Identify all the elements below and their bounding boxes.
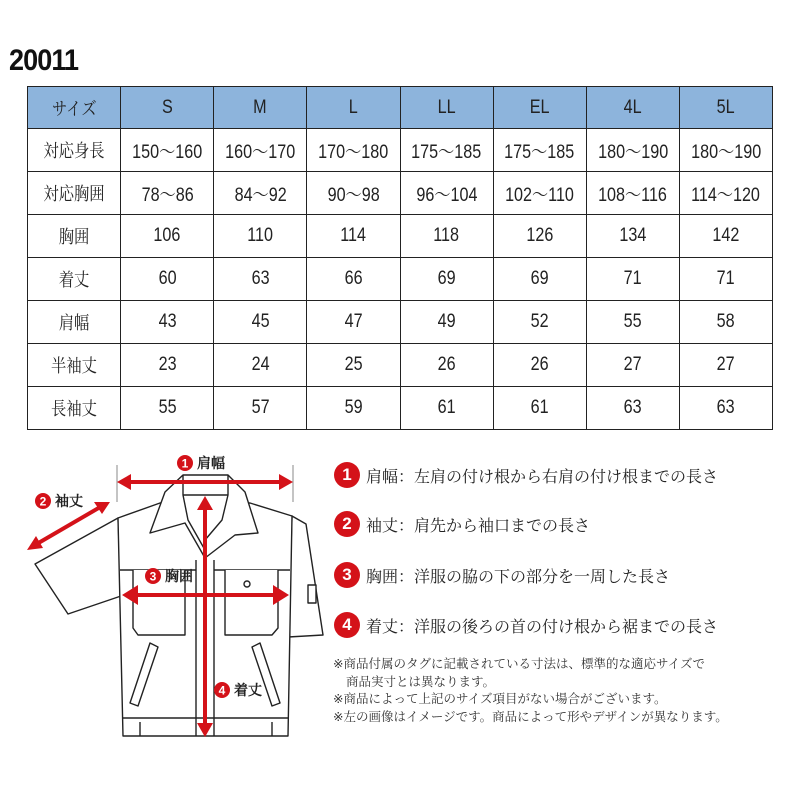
notes [333,655,728,725]
table-cell [307,387,400,430]
table-cell [586,172,679,215]
cell-value: 対応身長 [43,141,105,162]
header-cell [214,87,307,129]
table-cell [679,172,772,215]
cell-value: 106 [153,225,181,246]
header-label: M [253,96,268,118]
cell-value: 55 [623,311,642,332]
header-cell [400,87,493,129]
table-cell [400,215,493,258]
cell-value: 69 [530,268,549,289]
label-text: 袖丈 [55,494,83,510]
table-cell [586,344,679,387]
label-length [214,682,262,699]
row-header-cell [28,301,121,344]
row-header-cell [28,387,121,430]
row-header-cell [28,344,121,387]
table-cell [121,172,214,215]
table-header-row [28,87,773,129]
table-row [28,387,773,430]
header-cell [493,87,586,129]
table-cell [586,258,679,301]
label-text: 着丈 [234,683,262,699]
cell-value: 71 [716,268,735,289]
table-cell [214,344,307,387]
cell-value: 57 [251,397,270,418]
cell-value: 102〜110 [505,184,575,206]
pen-pocket [308,585,316,603]
legend-item-sleeve [334,511,590,537]
table-cell [214,258,307,301]
table-cell [307,215,400,258]
table-cell [400,129,493,172]
cell-value: 96〜104 [416,184,478,206]
header-cell [121,87,214,129]
cell-value: 150〜160 [132,141,203,163]
cell-value: 114〜120 [691,184,761,206]
jacket-outline [35,475,323,736]
cell-value: 26 [530,354,549,375]
cell-value: 61 [530,397,549,418]
table-cell [121,258,214,301]
table-cell [493,172,586,215]
label-text: 肩幅 [197,456,225,472]
label-chest [145,568,193,585]
cell-value: 胸囲 [58,227,90,248]
table-cell [493,258,586,301]
table-cell [679,129,772,172]
header-cell [307,87,400,129]
cell-value: 63 [716,397,735,418]
badge-number: 4 [218,683,226,698]
cell-value: 63 [623,397,642,418]
legend-item-shoulder [334,462,718,488]
cell-value: 69 [437,268,456,289]
cell-value: 対応胸囲 [43,184,105,205]
table-cell [493,215,586,258]
cell-value: 47 [344,311,363,332]
cell-value: 59 [344,397,363,418]
cell-value: 142 [712,225,740,246]
button [244,581,250,587]
badge-number: 3 [149,569,157,584]
header-label: EL [529,96,550,118]
table-cell [307,172,400,215]
cell-value: 90〜98 [327,184,380,206]
row-header-cell [28,215,121,258]
table-cell [679,215,772,258]
table-cell [679,301,772,344]
legend-text: 着丈：洋服の後ろの首の付け根から裾までの長さ [366,616,719,636]
cell-value: 肩幅 [58,313,90,334]
cell-value: 半袖丈 [51,356,98,377]
row-header-cell [28,129,121,172]
cell-value: 110 [247,225,274,246]
right-pocket [225,570,278,635]
cell-value: 71 [623,268,642,289]
table-cell [307,129,400,172]
badge-number: 1 [181,456,189,471]
cell-value: 180〜190 [690,141,761,163]
table-cell [400,387,493,430]
table-cell [400,344,493,387]
table-cell [121,301,214,344]
cell-value: 25 [344,354,363,375]
cell-value: 175〜185 [504,141,575,163]
cell-value: 23 [158,354,177,375]
cell-value: 43 [158,311,177,332]
cell-value: 114 [340,225,367,246]
header-cell [679,87,772,129]
table-row [28,215,773,258]
cell-value: 長袖丈 [51,399,98,420]
table-cell [307,344,400,387]
number-badge: 1 [334,462,360,488]
right-sleeve [288,516,323,637]
table-cell [400,301,493,344]
cell-value: 118 [433,225,460,246]
cell-value: 84〜92 [234,184,287,206]
cell-value: 134 [619,225,647,246]
table-row [28,172,773,215]
cell-value: 63 [251,268,270,289]
table-cell [586,301,679,344]
table-cell [679,258,772,301]
note-line: ※商品によって上記のサイズ項目がない場合がございます。 [333,691,667,706]
table-cell [214,129,307,172]
table-cell [679,387,772,430]
table-cell [307,301,400,344]
cell-value: 24 [251,354,270,375]
cell-value: 55 [158,397,177,418]
cell-value: 61 [437,397,456,418]
table-cell [121,215,214,258]
cell-value: 27 [623,354,642,375]
legend-text: 袖丈：肩先から袖口までの長さ [366,515,591,535]
table-cell [214,172,307,215]
legend-text: 肩幅：左肩の付け根から右肩の付け根までの長さ [366,466,719,486]
cell-value: 45 [251,311,270,332]
header-cell [28,87,121,129]
header-label: 4L [623,96,642,118]
number-badge: 2 [334,511,360,537]
table-cell [121,129,214,172]
header-label: S [161,96,173,118]
table-cell [493,301,586,344]
header-label: 5L [716,96,735,118]
label-shoulder [177,455,225,472]
cell-value: 60 [158,268,177,289]
table-cell [214,387,307,430]
table-cell [493,344,586,387]
cell-value: 52 [530,311,549,332]
table-cell [679,344,772,387]
table-cell [586,215,679,258]
table-cell [307,258,400,301]
cell-value: 49 [437,311,456,332]
cell-value: 27 [716,354,735,375]
table-cell [400,258,493,301]
note-line: 商品実寸とは異なります。 [346,673,496,689]
note-line: ※商品付属のタグに記載されている寸法は、標準的な適応サイズで [333,656,705,671]
table-cell [400,172,493,215]
cell-value: 126 [526,225,554,246]
badge-number: 2 [39,494,47,509]
legend-item-chest [334,562,670,588]
table-cell [493,129,586,172]
table-row [28,301,773,344]
cell-value: 175〜185 [411,141,482,163]
cell-value: 着丈 [58,270,90,291]
label-text: 胸囲 [165,569,193,585]
row-header-cell [28,172,121,215]
header-label: LL [437,96,456,118]
table-row [28,129,773,172]
table-cell [493,387,586,430]
cell-value: 160〜170 [225,141,296,163]
product-number: 20011 [9,44,79,77]
left-sleeve [35,518,121,614]
table-row [28,344,773,387]
table-cell [214,301,307,344]
jacket-diagram [0,440,330,780]
cell-value: 58 [716,311,735,332]
table-cell [586,387,679,430]
table-cell [586,129,679,172]
cell-value: 26 [437,354,456,375]
cell-value: 180〜190 [597,141,668,163]
legend-text: 胸囲：洋服の脇の下の部分を一周した長さ [366,566,671,586]
header-label: L [348,96,358,118]
cell-value: 78〜86 [141,184,194,206]
header-cell [586,87,679,129]
number-badge: 3 [334,562,360,588]
legend-item-length [334,612,718,638]
table-row [28,258,773,301]
table-cell [121,387,214,430]
header-label: サイズ [51,98,97,120]
size-table [27,86,773,430]
row-header-cell [28,258,121,301]
label-sleeve [35,493,83,510]
cell-value: 108〜116 [598,184,668,206]
number-badge: 4 [334,612,360,638]
cell-value: 170〜180 [318,141,389,163]
note-line: ※左の画像はイメージです。商品によって形やデザインが異なります。 [333,708,728,724]
table-cell [121,344,214,387]
table-cell [214,215,307,258]
cell-value: 66 [344,268,363,289]
